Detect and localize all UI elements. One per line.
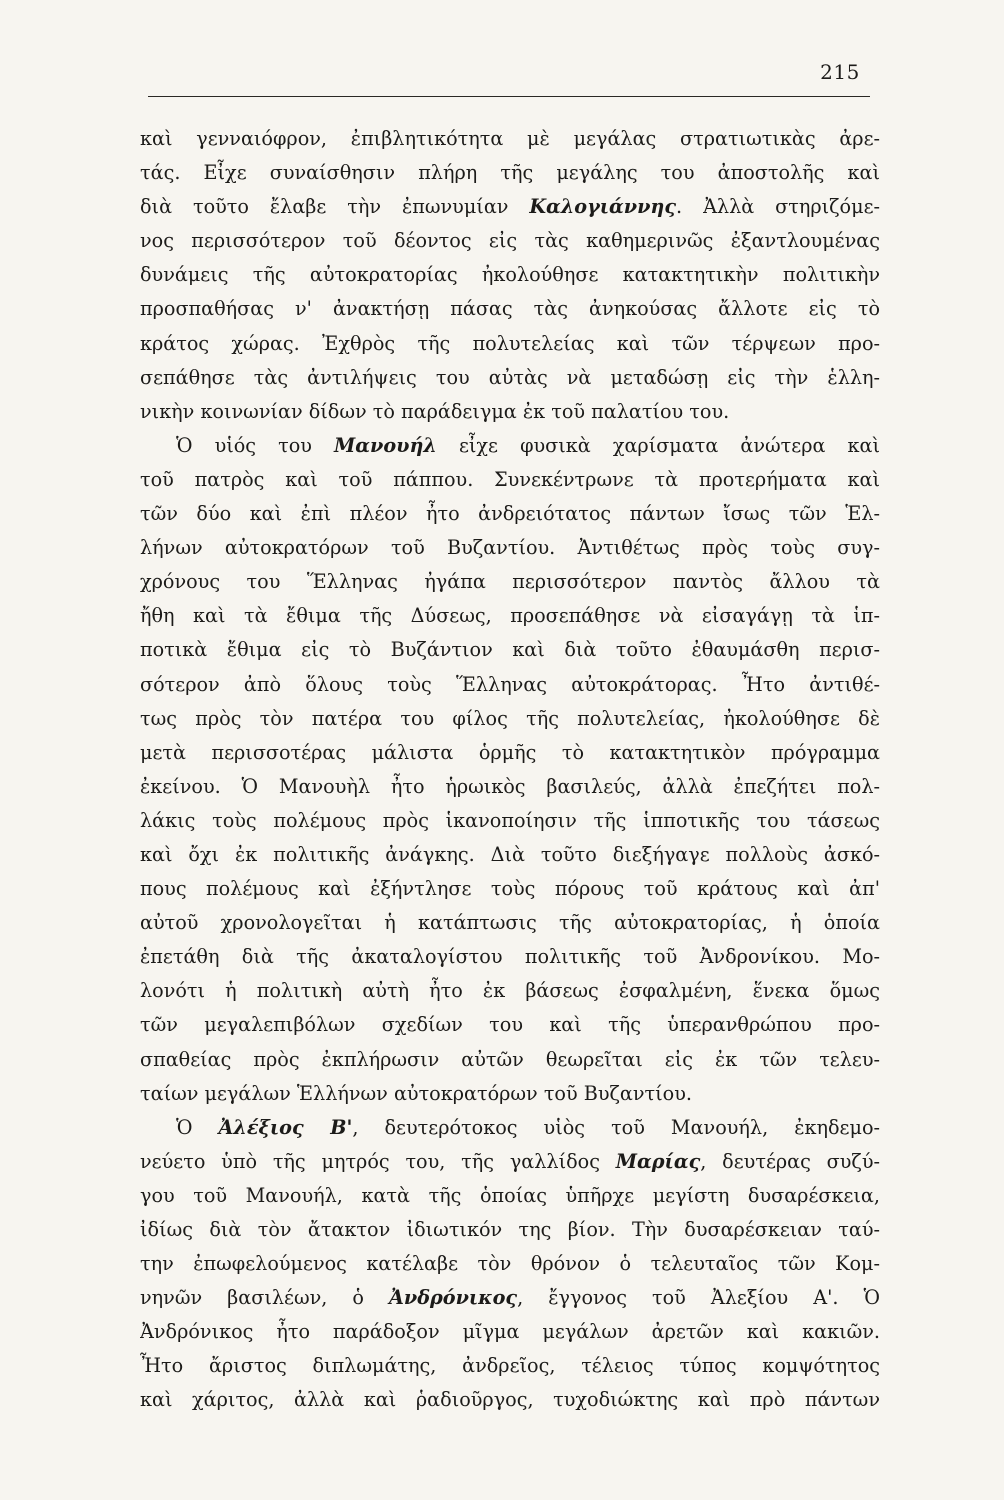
- text-segment: εἶχε φυσικὰ χαρίσματα ἀνώτερα καὶ: [436, 433, 880, 457]
- text-segment: σότερον ἀπὸ ὅλους τοὺς Ἕλληνας αὐτοκράτορας. Ἦτο ἀντιθέ-: [140, 672, 880, 696]
- text-segment: αὐτοῦ χρονολογεῖται ἡ κατάπτωσις τῆς αὐτοκρατορίας, ἡ ὁποία: [140, 911, 880, 935]
- text-line: [140, 156, 880, 190]
- text-segment: σεπάθησε τὰς ἀντιλήψεις του αὐτὰς νὰ μεταδώσῃ εἰς τὴν ἑλλη-: [140, 365, 880, 389]
- text-line: [140, 463, 880, 497]
- text-segment: , δευτέρας συζύ-: [700, 1149, 880, 1173]
- text-segment: τως πρὸς τὸν πατέρα του φίλος τῆς πολυτελείας, ἠκολούθησε δὲ: [140, 706, 880, 730]
- text-line: [140, 599, 880, 633]
- text-line: [140, 1213, 880, 1247]
- text-line: [140, 633, 880, 667]
- text-line: [140, 906, 880, 940]
- emphasized-name: Ἀλέξιος Β': [218, 1115, 353, 1139]
- text-line: [140, 1247, 880, 1281]
- text-segment: δυνάμεις τῆς αὐτοκρατορίας ἠκολούθησε κατακτητικὴν πολιτικὴν: [140, 263, 880, 287]
- text-line: [140, 872, 880, 906]
- text-segment: νεύετο ὑπὸ τῆς μητρός του, τῆς γαλλίδος: [140, 1149, 616, 1173]
- text-segment: ἐπετάθη διὰ τῆς ἀκαταλογίστου πολιτικῆς τοῦ Ἀνδρονίκου. Μο-: [140, 945, 880, 969]
- text-segment: ποτικὰ ἔθιμα εἰς τὸ Βυζάντιον καὶ διὰ τοῦτο ἐθαυμάσθη περισ-: [140, 638, 880, 662]
- text-line: [140, 361, 880, 395]
- text-segment: ἤθη καὶ τὰ ἔθιμα τῆς Δύσεως, προσεπάθησε νὰ εἰσαγάγῃ τὰ ἱπ-: [140, 604, 880, 628]
- text-segment: λάκις τοὺς πολέμους πρὸς ἱκανοποίησιν τῆς ἱπποτικῆς του τάσεως: [140, 808, 880, 832]
- text-segment: γου τοῦ Μανουήλ, κατὰ τῆς ὁποίας ὑπῆρχε μεγίστη δυσαρέσκεια,: [140, 1183, 880, 1207]
- text-segment: ταίων μεγάλων Ἑλλήνων αὐτοκρατόρων τοῦ Βυζαντίου.: [140, 1081, 692, 1105]
- text-line: [140, 531, 880, 565]
- text-segment: καὶ γενναιόφρον, ἐπιβλητικότητα μὲ μεγάλας στρατιωτικὰς ἀρε-: [140, 127, 880, 150]
- text-line: [140, 1145, 880, 1179]
- text-segment: Ὁ υἱός του: [176, 433, 335, 457]
- text-segment: πους πολέμους καὶ ἐξήντλησε τοὺς πόρους τοῦ κράτους καὶ ἀπ': [140, 877, 880, 901]
- text-segment: λονότι ἡ πολιτικὴ αὐτὴ ἦτο ἐκ βάσεως ἐσφαλμένη, ἕνεκα ὅμως: [140, 979, 880, 1003]
- text-line: [140, 770, 880, 804]
- body-text: [140, 122, 880, 1418]
- text-line: [140, 429, 880, 463]
- text-segment: προσπαθήσας ν' ἀνακτήσῃ πάσας τὰς ἀνηκούσας ἄλλοτε εἰς τὸ: [140, 297, 880, 321]
- text-line: [140, 1043, 880, 1077]
- text-line: [140, 668, 880, 702]
- text-segment: Ἦτο ἄριστος διπλωμάτης, ἀνδρεῖος, τέλειος τύπος κομψότητος: [140, 1354, 880, 1378]
- text-line: [140, 497, 880, 531]
- text-line: [140, 224, 880, 258]
- text-line: [140, 1383, 880, 1417]
- text-line: [140, 1077, 880, 1111]
- text-segment: καὶ ὄχι ἐκ πολιτικῆς ἀνάγκης. Διὰ τοῦτο διεξήγαγε πολλοὺς ἀσκό-: [140, 842, 880, 866]
- emphasized-name: Καλογιάννης: [529, 195, 677, 219]
- text-line: [140, 327, 880, 361]
- page-number: 215: [820, 60, 860, 84]
- text-line: [140, 258, 880, 292]
- text-line: [140, 190, 880, 224]
- text-segment: νικὴν κοινωνίαν δίδων τὸ παράδειγμα ἐκ τοῦ παλατίου του.: [140, 399, 730, 423]
- text-segment: τοῦ πατρὸς καὶ τοῦ πάππου. Συνεκέντρωνε τὰ προτερήματα καὶ: [140, 467, 880, 491]
- text-line: [140, 974, 880, 1008]
- emphasized-name: Μαρίας: [615, 1149, 701, 1173]
- text-segment: σπαθείας πρὸς ἐκπλήρωσιν αὐτῶν θεωρεῖται εἰς ἐκ τῶν τελευ-: [140, 1047, 880, 1071]
- text-segment: νος περισσότερον τοῦ δέοντος εἰς τὰς καθημερινῶς ἐξαντλουμένας: [140, 229, 880, 253]
- text-segment: καὶ χάριτος, ἀλλὰ καὶ ῥαδιοῦργος, τυχοδιώκτης καὶ πρὸ πάντων: [140, 1388, 880, 1412]
- text-line: [140, 736, 880, 770]
- text-line: [140, 1111, 880, 1145]
- text-segment: χρόνους του Ἕλληνας ἠγάπα περισσότερον παντὸς ἄλλου τὰ: [140, 570, 880, 594]
- text-segment: τάς. Εἶχε συναίσθησιν πλήρη τῆς μεγάλης του ἀποστολῆς καὶ: [140, 161, 880, 185]
- text-segment: . Ἀλλὰ στηριζόμε-: [676, 195, 880, 219]
- emphasized-name: Ἀνδρόνικος: [389, 1286, 518, 1310]
- text-segment: διὰ τοῦτο ἔλαβε τὴν ἐπωνυμίαν: [140, 195, 530, 219]
- text-line: [140, 395, 880, 429]
- text-segment: τῶν δύο καὶ ἐπὶ πλέον ἦτο ἀνδρειότατος πάντων ἴσως τῶν Ἑλ-: [140, 502, 880, 526]
- text-segment: , δευτερότοκος υἱὸς τοῦ Μανουήλ, ἐκηδεμο-: [352, 1115, 880, 1139]
- text-line: [140, 838, 880, 872]
- text-line: [140, 1315, 880, 1349]
- text-line: [140, 1349, 880, 1383]
- text-line: [140, 565, 880, 599]
- text-segment: λήνων αὐτοκρατόρων τοῦ Βυζαντίου. Ἀντιθέτως πρὸς τοὺς συγ-: [140, 536, 880, 560]
- emphasized-name: Μανουήλ: [334, 433, 437, 457]
- text-line: [140, 1008, 880, 1042]
- text-segment: μετὰ περισσοτέρας μάλιστα ὁρμῆς τὸ κατακτητικὸν πρόγραμμα: [140, 740, 880, 764]
- text-segment: Ὁ: [176, 1115, 219, 1139]
- text-segment: ἰδίως διὰ τὸν ἄτακτον ἰδιωτικόν της βίον. Τὴν δυσαρέσκειαν ταύ-: [140, 1218, 880, 1241]
- text-segment: νηνῶν βασιλέων, ὁ: [140, 1286, 390, 1310]
- text-segment: την ἐπωφελούμενος κατέλαβε τὸν θρόνον ὁ τελευταῖος τῶν Κομ-: [140, 1252, 880, 1276]
- text-line: [140, 940, 880, 974]
- text-line: [140, 122, 880, 156]
- text-segment: Ἀνδρόνικος ἦτο παράδοξον μῖγμα μεγάλων ἀρετῶν καὶ κακιῶν.: [140, 1320, 880, 1344]
- header-rule: [148, 96, 870, 97]
- text-segment: ἐκείνου. Ὁ Μανουὴλ ἦτο ἡρωικὸς βασιλεύς, ἀλλὰ ἐπεζήτει πολ-: [140, 774, 880, 798]
- text-line: [140, 702, 880, 736]
- text-line: [140, 1281, 880, 1315]
- text-line: [140, 1179, 880, 1213]
- text-segment: κράτος χώρας. Ἐχθρὸς τῆς πολυτελείας καὶ τῶν τέρψεων προ-: [140, 331, 880, 355]
- text-line: [140, 804, 880, 838]
- text-segment: τῶν μεγαλεπιβόλων σχεδίων του καὶ τῆς ὑπερανθρώπου προ-: [140, 1013, 880, 1037]
- text-line: [140, 292, 880, 326]
- text-segment: , ἔγγονος τοῦ Ἀλεξίου Α'. Ὁ: [517, 1286, 880, 1310]
